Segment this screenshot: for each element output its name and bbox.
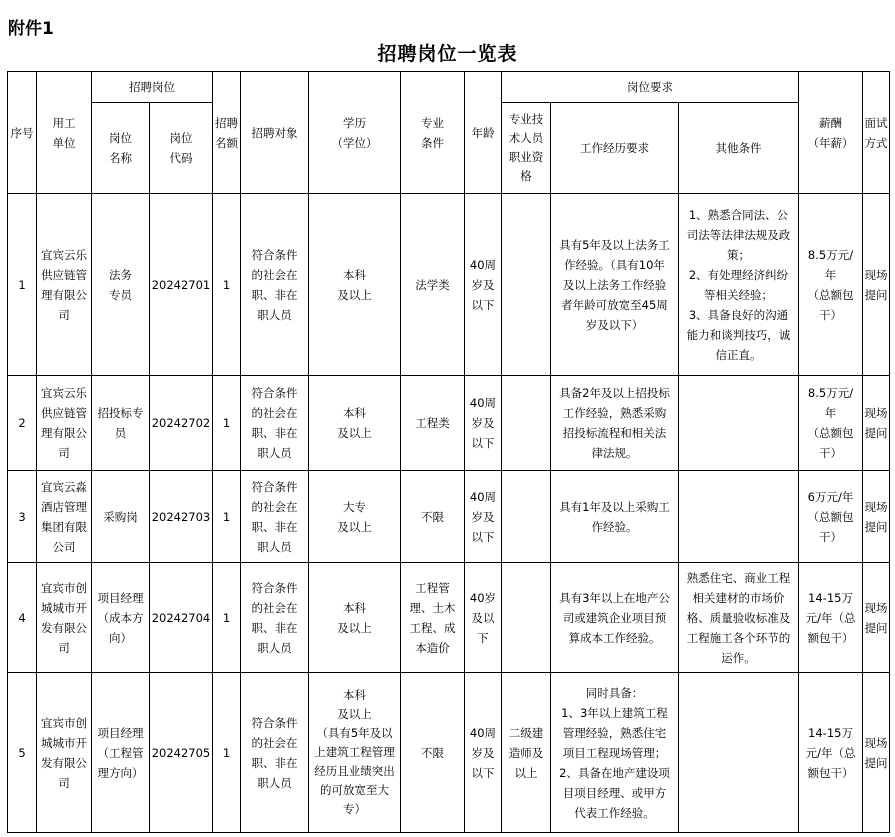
cell-interview: 现场 提问 <box>863 563 890 673</box>
cell-target: 符合条件 的社会在 职、非在 职人员 <box>241 194 309 376</box>
cell-interview: 现场 提问 <box>863 471 890 563</box>
cell-major: 工程类 <box>401 376 465 471</box>
cell-education: 本科 及以上 <box>309 194 401 376</box>
header-employer: 用工 单位 <box>37 72 92 194</box>
cell-experience: 具备2年及以上招投标 工作经验，熟悉采购 招投标流程和相关法 律法规。 <box>551 376 679 471</box>
header-position-group: 招聘岗位 <box>92 72 213 103</box>
cell-quota: 1 <box>213 376 241 471</box>
cell-major: 不限 <box>401 471 465 563</box>
cell-age: 40岁 及以 下 <box>465 563 502 673</box>
header-requirements-group: 岗位要求 <box>502 72 799 103</box>
cell-employer: 宜宾云乐 供应链管 理有限公 司 <box>37 194 92 376</box>
cell-salary: 8.5万元/ 年 （总额包 干） <box>799 376 863 471</box>
cell-interview: 现场 提问 <box>863 194 890 376</box>
cell-major: 不限 <box>401 673 465 833</box>
cell-position-code: 20242701 <box>150 194 213 376</box>
header-education: 学历 （学位） <box>309 72 401 194</box>
cell-other <box>679 471 799 563</box>
table-row <box>8 673 890 833</box>
cell-quota: 1 <box>213 673 241 833</box>
cell-education: 本科 及以上 （具有5年及以 上建筑工程管理 经历且业绩突出 的可放宽至大 专） <box>309 673 401 833</box>
cell-education: 本科 及以上 <box>309 376 401 471</box>
table-row <box>8 563 890 673</box>
cell-position-name: 项目经理 （工程管 理方向） <box>92 673 150 833</box>
attachment-label: 附件1 <box>8 19 54 39</box>
table-row <box>8 471 890 563</box>
header-interview: 面试 方式 <box>863 72 890 194</box>
cell-employer: 宜宾市创 城城市开 发有限公 司 <box>37 673 92 833</box>
cell-age: 40周 岁及 以下 <box>465 673 502 833</box>
cell-quota: 1 <box>213 194 241 376</box>
cell-employer: 宜宾云乐 供应链管 理有限公 司 <box>37 376 92 471</box>
cell-seq: 4 <box>8 563 37 673</box>
cell-seq: 3 <box>8 471 37 563</box>
cell-salary: 8.5万元/ 年 （总额包 干） <box>799 194 863 376</box>
header-target: 招聘对象 <box>241 72 309 194</box>
cell-position-name: 项目经理 （成本方 向） <box>92 563 150 673</box>
cell-employer: 宜宾市创 城城市开 发有限公 司 <box>37 563 92 673</box>
cell-experience: 具有3年以上在地产公 司或建筑企业项目预 算成本工作经验。 <box>551 563 679 673</box>
cell-education: 大专 及以上 <box>309 471 401 563</box>
header-seq: 序号 <box>8 72 37 194</box>
cell-seq: 5 <box>8 673 37 833</box>
header-salary: 薪酬 （年薪） <box>799 72 863 194</box>
header-age: 年龄 <box>465 72 502 194</box>
cell-quota: 1 <box>213 471 241 563</box>
recruitment-table <box>7 71 890 833</box>
cell-education: 本科 及以上 <box>309 563 401 673</box>
cell-experience: 具有1年及以上采购工 作经验。 <box>551 471 679 563</box>
cell-qualification <box>502 194 551 376</box>
page-title: 招聘岗位一览表 <box>377 43 518 65</box>
cell-other: 1、熟悉合同法、公 司法等法律法规及政 策； 2、有处理经济纠纷 等相关经验； 3、具备良好的沟通 能力和谈判技巧，诚 信正直。 <box>679 194 799 376</box>
cell-position-name: 招投标专 员 <box>92 376 150 471</box>
cell-qualification <box>502 563 551 673</box>
cell-experience: 具有5年及以上法务工 作经验。（具有10年 及以上法务工作经验 者年龄可放宽至45周 岁及以下） <box>551 194 679 376</box>
header-position-name: 岗位 名称 <box>92 103 150 194</box>
cell-seq: 1 <box>8 194 37 376</box>
cell-salary: 6万元/年 （总额包 干） <box>799 471 863 563</box>
cell-qualification <box>502 471 551 563</box>
header-experience: 工作经历要求 <box>551 103 679 194</box>
cell-position-code: 20242704 <box>150 563 213 673</box>
cell-seq: 2 <box>8 376 37 471</box>
cell-target: 符合条件 的社会在 职、非在 职人员 <box>241 563 309 673</box>
cell-other: 熟悉住宅、商业工程 相关建材的市场价 格、质量验收标准及 工程施工各个环节的 运作。 <box>679 563 799 673</box>
cell-salary: 14-15万 元/年（总 额包干） <box>799 673 863 833</box>
cell-interview: 现场 提问 <box>863 673 890 833</box>
cell-interview: 现场 提问 <box>863 376 890 471</box>
cell-position-name: 法务 专员 <box>92 194 150 376</box>
cell-target: 符合条件 的社会在 职、非在 职人员 <box>241 376 309 471</box>
header-other: 其他条件 <box>679 103 799 194</box>
cell-position-name: 采购岗 <box>92 471 150 563</box>
cell-other <box>679 673 799 833</box>
cell-age: 40周 岁及 以下 <box>465 471 502 563</box>
cell-major: 工程管 理、土木 工程、成 本造价 <box>401 563 465 673</box>
header-quota: 招聘 名额 <box>213 72 241 194</box>
cell-employer: 宜宾云淼 酒店管理 集团有限 公司 <box>37 471 92 563</box>
cell-qualification <box>502 376 551 471</box>
table-row <box>8 194 890 376</box>
cell-position-code: 20242702 <box>150 376 213 471</box>
cell-position-code: 20242705 <box>150 673 213 833</box>
header-qualification: 专业技 术人员 职业资 格 <box>502 103 551 194</box>
cell-quota: 1 <box>213 563 241 673</box>
cell-position-code: 20242703 <box>150 471 213 563</box>
cell-qualification: 二级建 造师及 以上 <box>502 673 551 833</box>
header-major: 专业 条件 <box>401 72 465 194</box>
cell-major: 法学类 <box>401 194 465 376</box>
cell-experience: 同时具备： 1、3年以上建筑工程 管理经验，熟悉住宅 项目工程现场管理； 2、具备在地产建设项 目项目经理、或甲方 代表工作经验。 <box>551 673 679 833</box>
cell-other <box>679 376 799 471</box>
cell-salary: 14-15万 元/年（总 额包干） <box>799 563 863 673</box>
cell-age: 40周 岁及 以下 <box>465 194 502 376</box>
cell-target: 符合条件 的社会在 职、非在 职人员 <box>241 471 309 563</box>
cell-age: 40周 岁及 以下 <box>465 376 502 471</box>
table-row <box>8 376 890 471</box>
header-position-code: 岗位 代码 <box>150 103 213 194</box>
cell-target: 符合条件 的社会在 职、非在 职人员 <box>241 673 309 833</box>
